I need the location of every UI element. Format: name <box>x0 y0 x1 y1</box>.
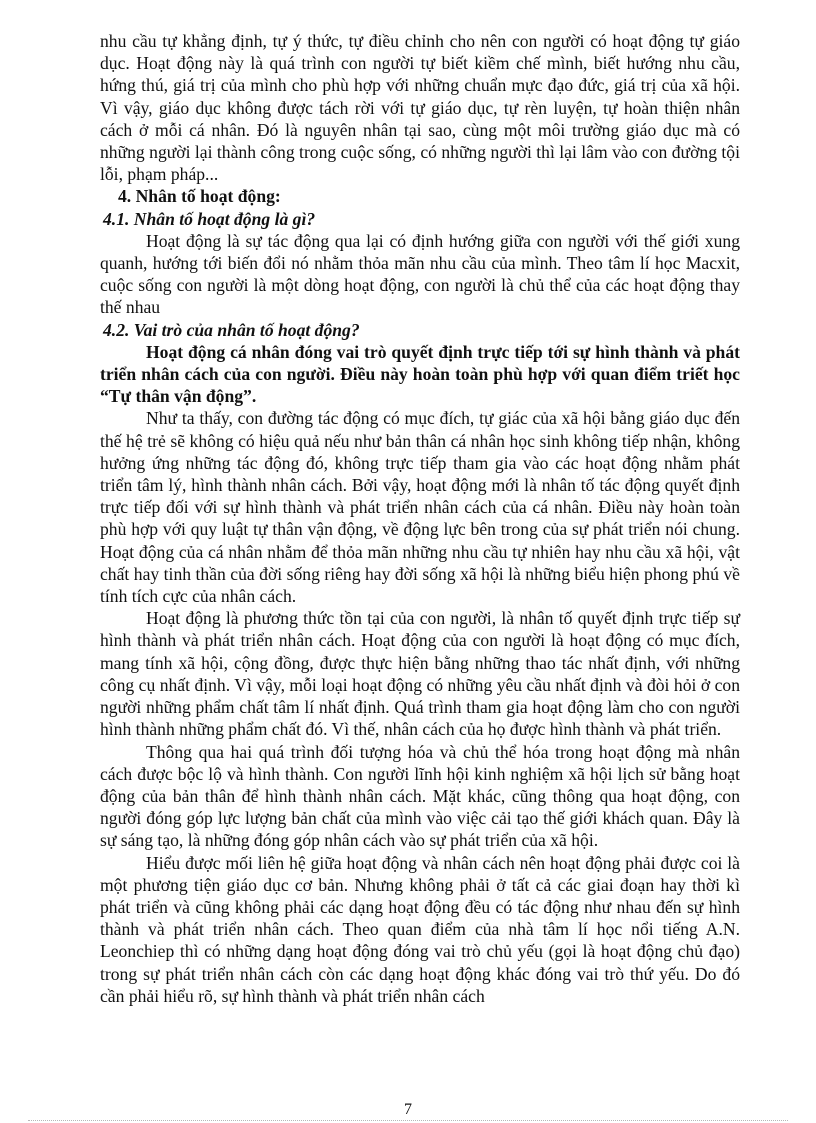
bold-paragraph: Hoạt động cá nhân đóng vai trò quyết định trực tiếp tới sự hình thành và phát triển nhân cách của con người. Điều này hoàn toàn phù hợp với quan điểm triết học “Tự thân vận động”. <box>100 341 740 407</box>
section-heading: 4. Nhân tố hoạt động: <box>118 186 281 207</box>
paragraph: Hiểu được mối liên hệ giữa hoạt động và nhân cách nên hoạt động phải được coi là một phương tiện giáo dục cơ bản. Nhưng không phải ở tất cả các giai đoạn hay thời kì phát triển và cũng không phải các dạng hoạt động đều có tác động như nhau đến sự hình thành và phát triển nhân cách. Theo quan điểm của nhà tâm lí học nổi tiếng A.N. Leonchiep thì có những dạng hoạt động đóng vai trò chủ yếu (gọi là hoạt động chủ đạo) trong sự phát triển nhân cách còn các dạng hoạt động khác đóng vai trò thứ yếu. Do đó cần phải hiểu rõ, sự hình thành và phát triển nhân cách <box>100 852 740 1006</box>
paragraph: Như ta thấy, con đường tác động có mục đích, tự giác của xã hội bằng giáo dục đến thế hệ trẻ sẽ không có hiệu quả nếu như bản thân cá nhân học sinh không tiếp nhận, không hưởng ứng những tác động đó, không trực tiếp tham gia vào các hoạt động nhằm phát triển tâm lý, hình thành nhân cách. Bởi vậy, hoạt động mới là nhân tố tác động quyết định trực tiếp đối với sự hình thành và phát triển nhân cách của cá nhân. Điều này hoàn toàn phù hợp với quy luật tự thân vận động, về động lực bên trong của sự phát triển nói chung. Hoạt động của cá nhân nhằm để thỏa mãn những nhu cầu tự nhiên hay nhu cầu xã hội, vật chất hay tinh thần của đời sống riêng hay đời sống xã hội là những biểu hiện phong phú về tính tích cực của nhân cách. <box>100 408 740 607</box>
paragraph: Hoạt động là sự tác động qua lại có định hướng giữa con người với thế giới xung quanh, hướng tới biến đổi nó nhằm thỏa mãn nhu cầu của mình. Theo tâm lí học Macxit, cuộc sống con người là một dòng hoạt động, con người là chủ thể của các hoạt động thay thế nhau <box>100 230 740 318</box>
page-number: 7 <box>404 1101 412 1118</box>
footer-divider <box>28 1120 788 1121</box>
paragraph-continuation: nhu cầu tự khẳng định, tự ý thức, tự điều chỉnh cho nên con người có hoạt động tự giáo dục. Hoạt động này là quá trình con người tự biết kiềm chế mình, biết hướng nhu cầu, hứng thú, giá trị của mình cho phù hợp với những chuẩn mực đạo đức, giá trị của xã hội. Vì vậy, giáo dục không được tách rời với tự giáo dục, tự rèn luyện, tự hoàn thiện nhân cách ở mỗi cá nhân. Đó là nguyên nhân tại sao, cùng một môi trường giáo dục mà có những người lại thành công trong cuộc sống, có những người thì lại lâm vào con đường tội lỗi, phạm pháp... <box>100 31 740 185</box>
subsection-heading: 4.2. Vai trò của nhân tố hoạt động? <box>103 319 360 340</box>
document-page <box>100 30 740 1007</box>
paragraph: Hoạt động là phương thức tồn tại của con người, là nhân tố quyết định trực tiếp sự hình thành và phát triển nhân cách. Hoạt động của con người là hoạt động có mục đích, mang tính xã hội, cộng đồng, được thực hiện bằng những thao tác nhất định, với những công cụ nhất định. Vì vậy, mỗi loại hoạt động có những yêu cầu nhất định và đòi hỏi ở con người những phẩm chất tâm lí nhất định. Quá trình tham gia hoạt động làm cho con người hình thành những phẩm chất đó. Vì thế, nhân cách của họ được hình thành và phát triển. <box>100 608 740 740</box>
paragraph: Thông qua hai quá trình đối tượng hóa và chủ thể hóa trong hoạt động mà nhân cách được bộc lộ và hình thành. Con người lĩnh hội kinh nghiệm xã hội lịch sử bằng hoạt động của bản thân để hình thành nhân cách. Mặt khác, cũng thông qua hoạt động, con người đóng góp lực lượng bản chất của mình vào việc cải tạo thế giới khách quan. Đây là sự sáng tạo, là những đóng góp nhân cách vào sự phát triển của xã hội. <box>100 741 740 851</box>
subsection-heading: 4.1. Nhân tố hoạt động là gì? <box>103 208 316 229</box>
